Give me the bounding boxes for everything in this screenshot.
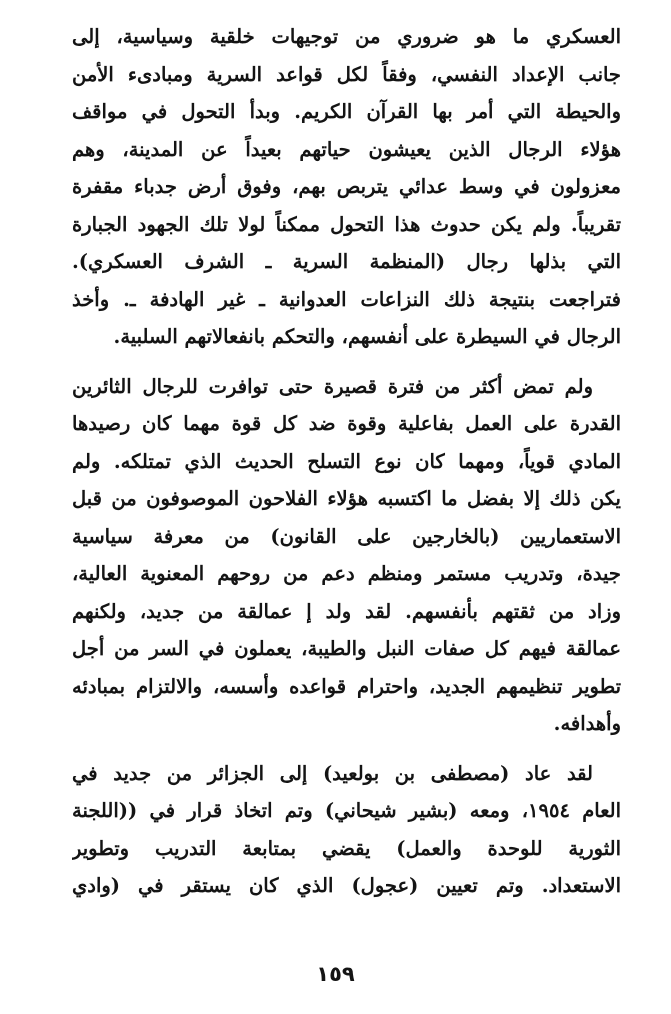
paragraph-1 xyxy=(72,18,621,356)
text-line: تطوير تنظيمهم الجديد، واحترام قواعده وأسسه، والالتزام بمبادئه xyxy=(72,674,621,698)
text-line: وأهدافه. xyxy=(553,712,621,735)
text-line: فتراجعت بنتيجة ذلك النزاعات العدوانية ـ غير الهادفة ـ. وأخذ xyxy=(72,287,621,311)
text-line: القدرة على العمل بفاعلية وقوة ضد كل قوة مهما كان رصيدها xyxy=(72,412,621,435)
text-line: هؤلاء الرجال الذين يعيشون حياتهم بعيداً عن المدينة، وهم xyxy=(72,137,621,161)
text-line: الثورية للوحدة والعمل) يقضي بمتابعة التدريب وتطوير xyxy=(72,836,621,860)
paragraph-gap xyxy=(72,356,621,368)
page-number: ١٥٩ xyxy=(316,962,355,986)
text-line: وزاد من ثقتهم بأنفسهم. لقد ولد إ عمالقة من جديد، ولكنهم xyxy=(72,599,621,623)
text-line: تقريباً. ولم يكن حدوث هذا التحول ممكناً لولا تلك الجهود الجبارة xyxy=(72,212,621,236)
text-line: ولم تمض أكثر من فترة قصيرة حتى توافرت للرجال الثائرين xyxy=(72,374,593,398)
text-line: معزولون في وسط عدائي يتربص بهم، وفوق أرض جدباء مقفرة xyxy=(72,175,621,198)
text-line: يكن ذلك إلا بفضل ما اكتسبه هؤلاء الفلاحون الموصوفون من قبل xyxy=(72,487,621,510)
text-line: الاستعماريين (بالخارجين على القانون) من معرفة سياسية xyxy=(72,524,621,548)
text-line: لقد عاد (مصطفى بن بولعيد) إلى الجزائر من جديد في xyxy=(72,761,593,785)
document-page xyxy=(72,18,621,990)
text-line: العام ١٩٥٤، ومعه (بشير شيحاني) وتم اتخاذ قرار في ((اللجنة xyxy=(72,799,621,822)
text-line: العسكري ما هو ضروري من توجيهات خلقية وسياسية، إلى xyxy=(72,25,621,48)
text-line: الاستعداد. وتم تعيين (عجول) الذي كان يستقر في (وادي xyxy=(72,874,621,897)
text-line: عمالقة فيهم كل صفات النبل والطيبة، يعملون في السر من أجل xyxy=(72,637,621,660)
paragraph-3 xyxy=(72,755,621,905)
text-line: الرجال في السيطرة على أنفسهم، والتحكم بانفعالاتهم السلبية. xyxy=(113,325,621,348)
paragraph-gap xyxy=(72,743,621,755)
text-line: التي بذلها رجال (المنظمة السرية ـ الشرف العسكري). xyxy=(72,250,621,273)
paragraph-2 xyxy=(72,368,621,743)
text-line: جيدة، وتدريب مستمر ومنظم دعم من روحهم المعنوية العالية، xyxy=(72,562,621,585)
text-line: جانب الإعداد النفسي، وفقاً لكل قواعد السرية ومبادىء الأمن xyxy=(72,62,621,86)
text-line: المادي قوياً، ومهما كان نوع التسلح الحديث الذي تمتلكه. ولم xyxy=(72,449,621,473)
text-line: والحيطة التي أمر بها القرآن الكريم. وبدأ التحول في مواقف xyxy=(72,100,621,123)
